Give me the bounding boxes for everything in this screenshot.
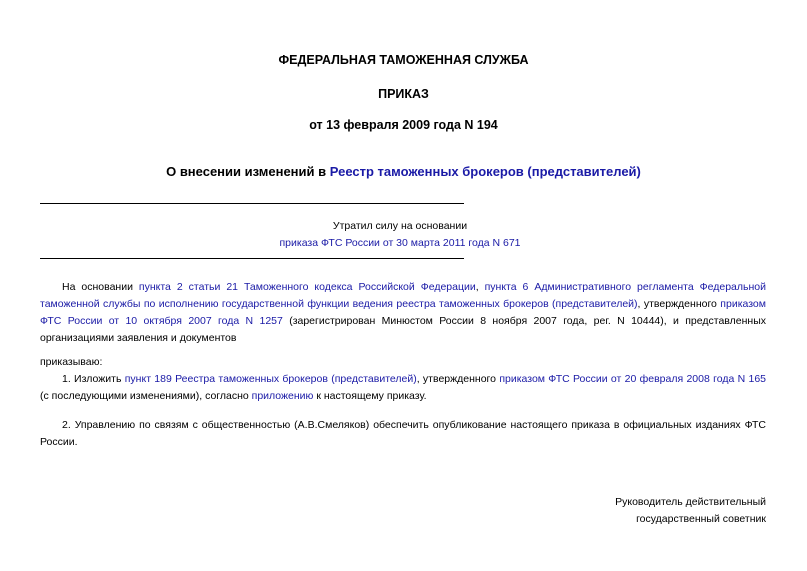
repeal-note [215,218,585,252]
signature-line-2: государственный советник [636,513,766,525]
preamble-text-1: На основании [62,281,139,293]
doc-type-heading: ПРИКАЗ [378,87,429,101]
admin-regulation-link[interactable]: пункта 6 Административного регламента Федеральной таможенной службы по исполнению государственной функции ведения реестра таможенных брокеров (представителей) [40,281,766,310]
repeal-order-link[interactable]: приказа ФТС России от 30 марта 2011 года N 671 [279,237,521,249]
preamble-text-3: , утвержденного [637,298,721,310]
appendix-link[interactable]: приложению [251,390,314,402]
preamble-paragraph [40,279,766,347]
item-1-text-4: к настоящему приказу. [313,390,427,402]
preamble-text-2: , [475,281,485,293]
item-1-text-2: , утвержденного [416,373,500,385]
item-2-paragraph: 2. Управлению по связям с общественностью (А.В.Смеляков) обеспечить опубликование настоящего приказа в официальных изданиях ФТС России. [40,419,766,448]
agency-heading: ФЕДЕРАЛЬНАЯ ТАМОЖЕННАЯ СЛУЖБА [278,53,529,67]
item-1-text-3: (с последующими изменениями), согласно [40,390,252,402]
title-prefix: О внесении изменений в [166,164,330,179]
document-title [0,164,807,179]
order-1257-link[interactable]: приказом ФТС России от 10 октября 2007 года N 1257 [40,298,766,327]
item-1-text-1: 1. Изложить [62,373,125,385]
item-1-paragraph [40,371,766,405]
preamble-text-4: (зарегистрирован Минюстом России 8 ноября 2007 года, рег. N 10444), и представленных организациями заявления и документов [40,315,766,344]
divider-top [40,203,464,204]
point-189-link[interactable]: пункт 189 Реестра таможенных брокеров (представителей) [124,373,417,385]
customs-code-link[interactable]: пункта 2 статьи 21 Таможенного кодекса Российской Федерации [138,281,476,293]
repeal-note-text: Утратил силу на основании [332,220,468,232]
signature-line-1: Руководитель действительный [615,496,766,508]
order-word: приказываю: [40,356,103,368]
order-165-link[interactable]: приказом ФТС России от 20 февраля 2008 года N 165 [499,373,766,385]
registry-link[interactable]: Реестр таможенных брокеров (представителей) [329,164,641,179]
date-number-heading: от 13 февраля 2009 года N 194 [309,118,498,132]
signature-block [615,494,766,528]
divider-bottom [40,258,464,259]
